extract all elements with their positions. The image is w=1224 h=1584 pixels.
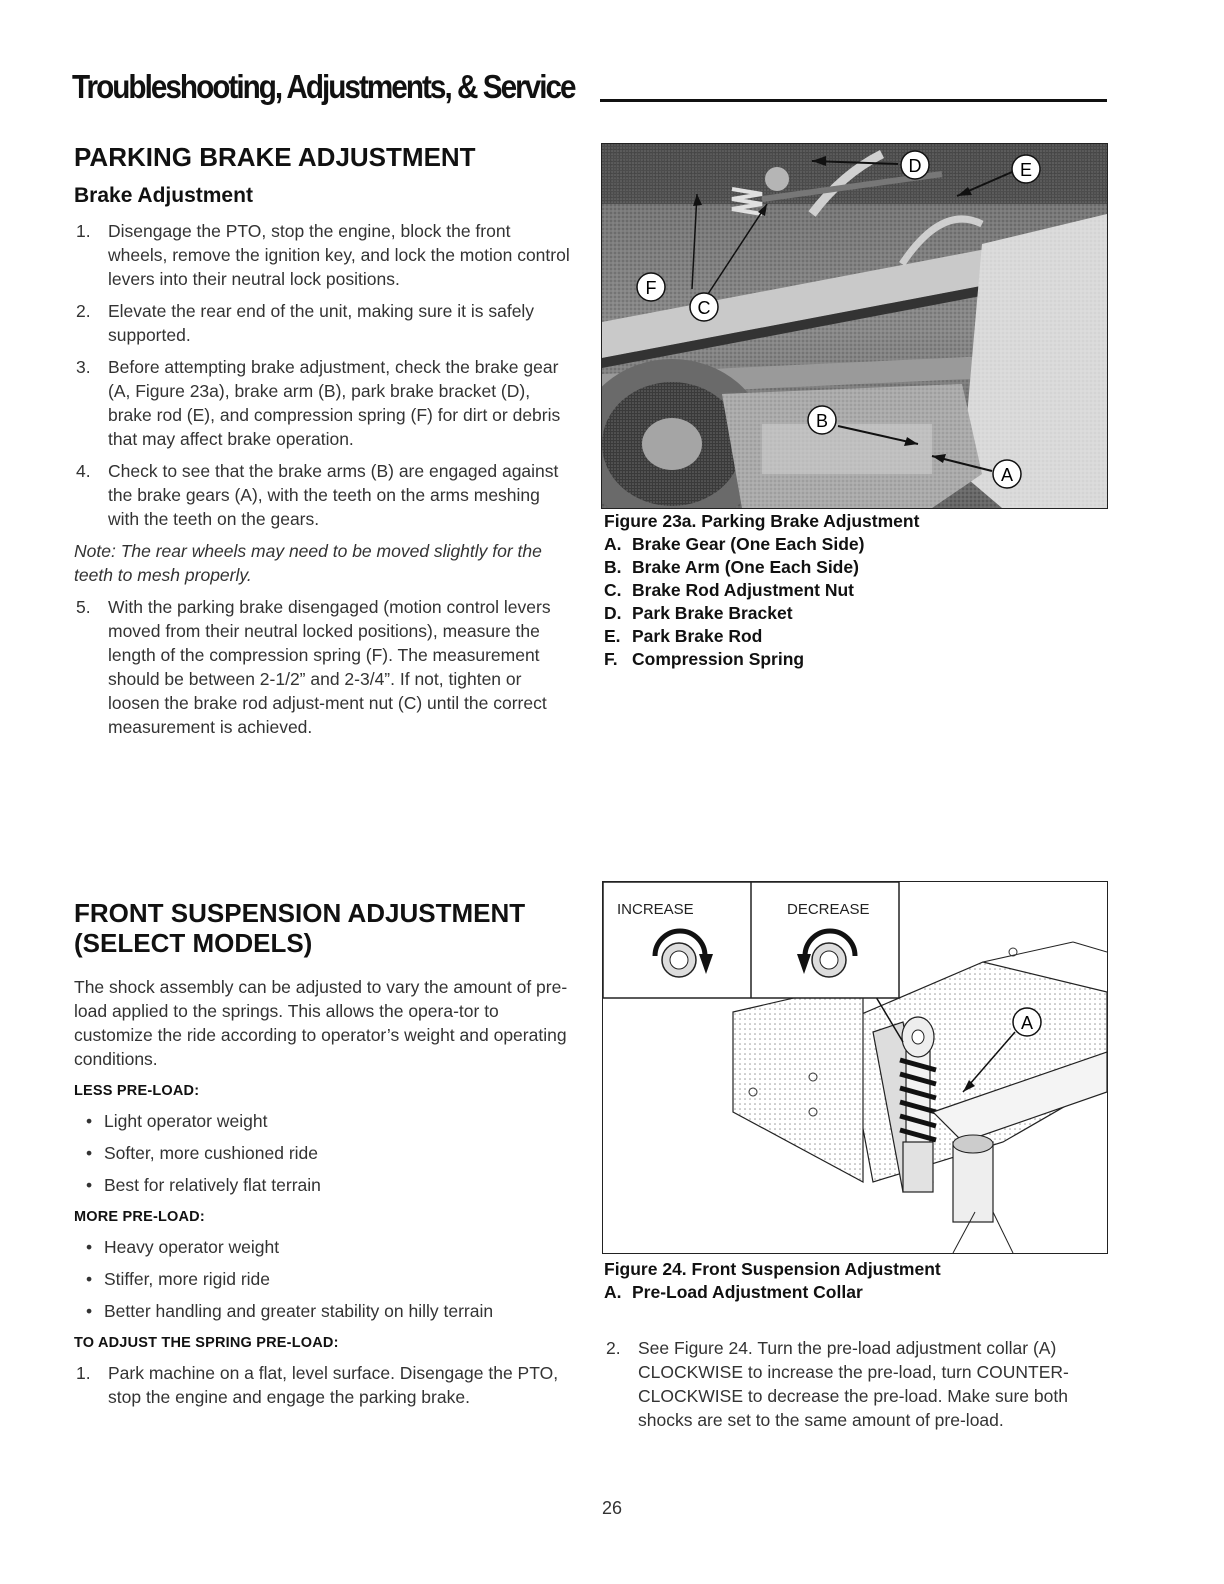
- list-item: • Light operator weight: [74, 1109, 574, 1133]
- legend-letter: F.: [604, 649, 618, 669]
- step-text: Check to see that the brake arms (B) are engaged against the brake gears (A), with the teeth on the arms meshing with the teeth on the gears.: [108, 461, 559, 529]
- figure-23a-caption: Figure 23a. Parking Brake Adjustment: [604, 511, 920, 531]
- list-item: [74, 595, 572, 739]
- page-header: [72, 70, 1107, 104]
- list-item: [604, 1336, 1094, 1432]
- less-preload-list: [74, 1109, 574, 1197]
- figure-23a-caption-block: [604, 510, 919, 671]
- step-text: Disengage the PTO, stop the engine, block the front wheels, remove the ignition key, and lock the motion control levers into their neutral lock positions.: [108, 221, 570, 289]
- front-suspension-body: [74, 975, 574, 1417]
- step-text: Park machine on a flat, level surface. Disengage the PTO, stop the engine and engage the parking brake.: [108, 1363, 559, 1407]
- front-suspension-drawing: [603, 882, 1107, 1253]
- legend-item: [604, 625, 919, 648]
- list-item: [74, 1361, 574, 1409]
- callout-d-icon: [901, 151, 929, 179]
- legend-letter: A.: [604, 1282, 622, 1302]
- step-number: 1.: [76, 1363, 91, 1383]
- step-text: Before attempting brake adjustment, check the brake gear (A, Figure 23a), brake arm (B), park brake bracket (D), brake rod (E), and compression spring (F) for dirt or debris that may affect brake operation.: [108, 357, 561, 449]
- legend-text: Park Brake Bracket: [632, 603, 793, 623]
- list-item: [74, 299, 572, 347]
- brake-adjustment-subheading: Brake Adjustment: [74, 184, 253, 207]
- list-item: • Softer, more cushioned ride: [74, 1141, 574, 1165]
- legend-item: [604, 602, 919, 625]
- increase-label: INCREASE: [617, 901, 694, 918]
- svg-text:A: A: [1020, 1013, 1034, 1033]
- figure-24-caption-block: [604, 1258, 941, 1304]
- less-preload-label: LESS PRE-LOAD:: [74, 1083, 200, 1099]
- list-item: [74, 219, 572, 291]
- step-number: 5.: [76, 597, 91, 617]
- note-text: Note: The rear wheels may need to be moved slightly for the teeth to mesh properly.: [74, 541, 542, 585]
- more-preload-list: [74, 1235, 574, 1323]
- step-number: 2.: [606, 1338, 621, 1358]
- legend-text: Brake Gear (One Each Side): [632, 534, 865, 554]
- legend-letter: A.: [604, 534, 622, 554]
- step-number: 1.: [76, 221, 91, 241]
- legend-letter: C.: [604, 580, 622, 600]
- figure-24-illustration: [602, 881, 1108, 1254]
- figure-24-caption: Figure 24. Front Suspension Adjustment: [604, 1259, 941, 1279]
- legend-item: [604, 1281, 941, 1304]
- intro-paragraph: The shock assembly can be adjusted to vary the amount of pre-load applied to the springs. This allows the opera-tor to customize the ride according to operator’s weight and operating conditions.: [74, 977, 568, 1069]
- svg-text:D: D: [908, 156, 922, 176]
- callout-e-icon: [1012, 155, 1040, 183]
- parking-brake-heading: PARKING BRAKE ADJUSTMENT: [74, 142, 476, 172]
- legend-text: Park Brake Rod: [632, 626, 763, 646]
- header-rule: [600, 99, 1107, 102]
- svg-text:B: B: [815, 411, 829, 431]
- header-title: Troubleshooting, Adjustments, & Service: [72, 68, 575, 105]
- more-preload-label: MORE PRE-LOAD:: [74, 1209, 205, 1225]
- legend-item: [604, 579, 919, 602]
- legend-letter: D.: [604, 603, 622, 623]
- step-number: 3.: [76, 357, 91, 377]
- list-item: • Better handling and greater stability on hilly terrain: [74, 1299, 574, 1323]
- step-number: 4.: [76, 461, 91, 481]
- step-text: Elevate the rear end of the unit, making sure it is safely supported.: [108, 301, 535, 345]
- adjust-preload-label: TO ADJUST THE SPRING PRE-LOAD:: [74, 1335, 339, 1351]
- legend-text: Pre-Load Adjustment Collar: [632, 1282, 863, 1302]
- list-item: • Stiffer, more rigid ride: [74, 1267, 574, 1291]
- callout-a-icon: [1013, 1008, 1041, 1036]
- callout-f-icon: [637, 273, 665, 301]
- page-number: 26: [601, 1498, 623, 1518]
- heading-line-2: (SELECT MODELS): [74, 928, 313, 958]
- callout-a-icon: [993, 460, 1021, 488]
- callout-c-icon: [690, 293, 718, 321]
- svg-text:F: F: [645, 278, 657, 298]
- legend-item: [604, 556, 919, 579]
- step-text: See Figure 24. Turn the pre-load adjustment collar (A) CLOCKWISE to increase the pre-load, turn COUNTER-CLOCKWISE to decrease the pre-load. Make sure both shocks are set to the same amount of pre-load.: [638, 1338, 1069, 1430]
- legend-text: Compression Spring: [632, 649, 805, 669]
- callout-b-icon: [808, 406, 836, 434]
- parking-brake-illustration: [602, 144, 1107, 508]
- legend-text: Brake Rod Adjustment Nut: [632, 580, 855, 600]
- legend-item: [604, 533, 919, 556]
- legend-text: Brake Arm (One Each Side): [632, 557, 859, 577]
- svg-text:C: C: [697, 298, 711, 318]
- svg-text:A: A: [1000, 465, 1014, 485]
- suspension-step-2: [604, 1336, 1094, 1440]
- step-number: 2.: [76, 301, 91, 321]
- svg-text:E: E: [1019, 160, 1033, 180]
- list-item: [74, 355, 572, 451]
- figure-23a-photo: [601, 143, 1108, 509]
- decrease-label: DECREASE: [787, 901, 870, 918]
- list-item: • Heavy operator weight: [74, 1235, 574, 1259]
- front-suspension-heading: [74, 898, 525, 958]
- list-item: [74, 459, 572, 531]
- list-item: • Best for relatively flat terrain: [74, 1173, 574, 1197]
- heading-line-1: FRONT SUSPENSION ADJUSTMENT: [74, 898, 526, 928]
- legend-letter: E.: [604, 626, 621, 646]
- legend-item: [604, 648, 919, 671]
- parking-brake-steps: [74, 219, 572, 747]
- legend-letter: B.: [604, 557, 622, 577]
- step-text: With the parking brake disengaged (motion control levers moved from their neutral locked positions), measure the length of the compression spring (F). The measurement should be between 2-1/2” and 2-3/4”. If not, tighten or loosen the brake rod adjust-ment nut (C) until the correct measurement is achieved.: [108, 597, 551, 737]
